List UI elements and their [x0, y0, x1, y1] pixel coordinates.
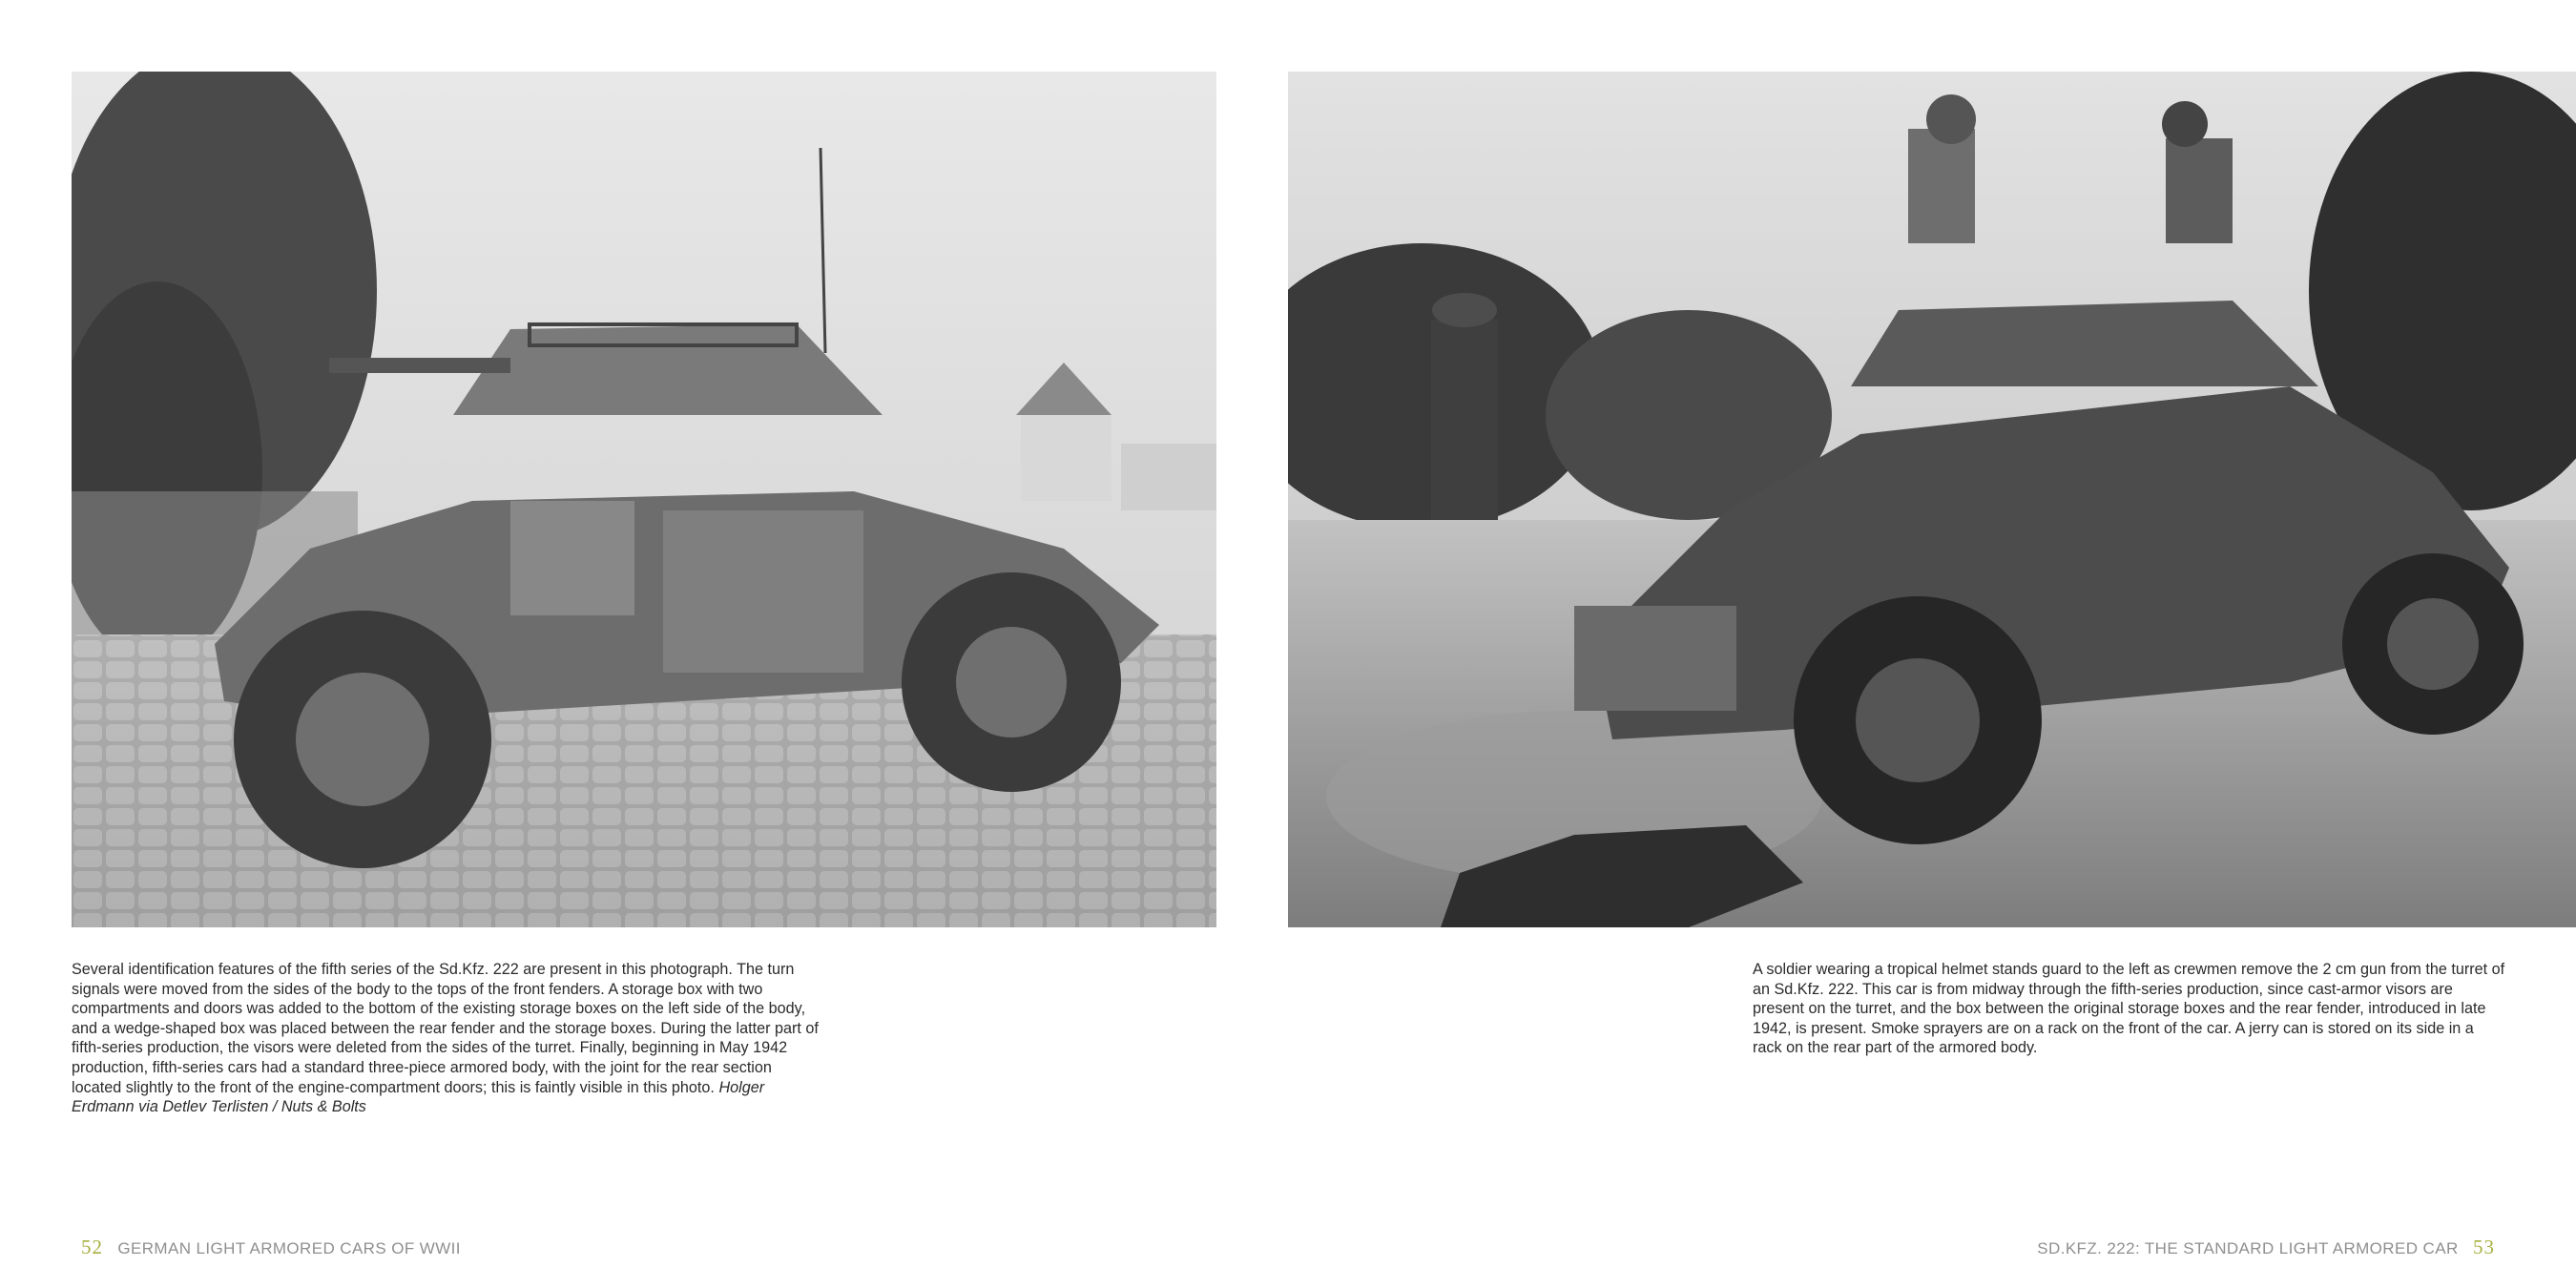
left-folio — [81, 1236, 461, 1259]
right-photo — [1288, 72, 2576, 927]
crew-removing-gun-photo-icon — [1288, 72, 2576, 927]
left-photo — [72, 72, 1216, 927]
left-photo-credit: Holger Erdmann via Detlev Terlisten / Nuts & Bolts — [72, 1078, 765, 1116]
left-caption-text: Several identification features of the fifth series of the Sd.Kfz. 222 are present in this photograph. The turn signals were moved from the sides of the body to the tops of the front fenders. A storage box with two compartments and doors was added to the bottom of the existing storage boxes on the left side of the body, and a wedge-shaped box was placed between the rear fender and the storage boxes. During the latter part of fifth-series production, the visors were deleted from the sides of the turret. Finally, beginning in May 1942 production, fifth-series cars had a standard three-piece armored body, with the joint for the rear section located slightly to the front of the engine-compartment doors; this is faintly visible in this photo. — [72, 961, 819, 1096]
left-running-title: GERMAN LIGHT ARMORED CARS OF WWII — [117, 1239, 461, 1257]
right-running-title: SD.KFZ. 222: THE STANDARD LIGHT ARMORED CAR — [2037, 1239, 2459, 1257]
left-page-number: 52 — [81, 1236, 103, 1258]
right-folio — [2037, 1236, 2495, 1259]
right-page-number: 53 — [2473, 1236, 2495, 1258]
right-caption-text: A soldier wearing a tropical helmet stands guard to the left as crewmen remove the 2 cm gun from the turret of an Sd.Kfz. 222. This car is from midway through the fifth-series production, since cast-armor visors are present on the turret, and the box between the original storage boxes and the rear fender, introduced in late 1942, is present. Smoke sprayers are on a rack on the front of the car. A jerry can is stored on its side in a rack on the rear part of the armored body. — [1753, 961, 2505, 1057]
armored-car-side-photo-icon — [72, 72, 1216, 927]
right-caption — [1753, 960, 2506, 1058]
right-page — [1288, 0, 2576, 1288]
left-caption — [72, 960, 825, 1117]
